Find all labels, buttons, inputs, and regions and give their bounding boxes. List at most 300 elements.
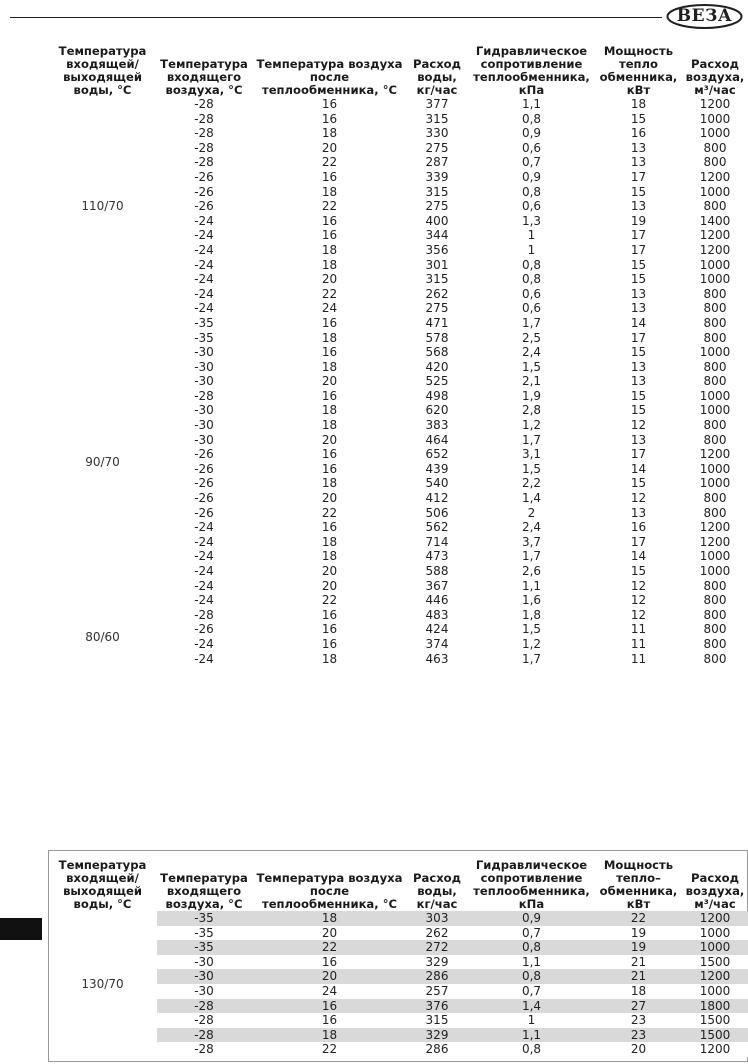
water-flow-cell: 714 xyxy=(425,534,449,549)
water-temp-group-cell: 130/70 xyxy=(81,976,124,991)
power-cell: 19 xyxy=(597,926,680,941)
air-flow-cell: 800 xyxy=(703,491,727,506)
col-header-water-temp: Температура входящей/ выходящей воды, °C xyxy=(58,858,147,911)
air-in-temp-cell: -30 xyxy=(194,418,214,433)
air-flow-cell: 1200 xyxy=(699,97,731,111)
air-in-temp-cell: -24 xyxy=(194,213,214,228)
hydraulic-resistance-cell: 1,5 xyxy=(521,622,542,637)
air-flow-cell: 1000 xyxy=(699,126,731,141)
air-in-temp-cell: -24 xyxy=(194,651,214,666)
air-out-temp-cell: 20 xyxy=(321,432,338,447)
hydraulic-resistance-cell: 1 xyxy=(527,228,536,243)
air-in-temp-cell: -35 xyxy=(157,926,251,941)
air-flow-cell: 1200 xyxy=(680,1042,748,1057)
hydraulic-resistance-cell: 1,1 xyxy=(521,97,542,111)
air-out-temp-cell: 16 xyxy=(321,228,338,243)
air-flow-cell: 800 xyxy=(703,418,727,433)
air-in-temp-cell: -35 xyxy=(194,330,214,345)
power-cell: 17 xyxy=(630,169,647,184)
hydraulic-resistance-cell: 0,9 xyxy=(466,911,597,926)
power-cell: 17 xyxy=(630,534,647,549)
air-flow-cell: 800 xyxy=(703,622,727,637)
air-in-temp-cell: -26 xyxy=(194,184,214,199)
veza-logo xyxy=(666,4,743,29)
air-flow-cell: 800 xyxy=(703,315,727,330)
power-cell: 14 xyxy=(630,549,647,564)
air-out-temp-cell: 18 xyxy=(321,476,338,491)
water-flow-cell: 424 xyxy=(425,622,449,637)
air-out-temp-cell: 16 xyxy=(321,447,338,462)
air-flow-cell: 1800 xyxy=(680,999,748,1014)
air-in-temp-cell: -24 xyxy=(194,242,214,257)
air-in-temp-cell: -24 xyxy=(194,636,214,651)
air-flow-cell: 800 xyxy=(703,374,727,389)
air-out-temp-cell: 22 xyxy=(321,199,338,214)
air-in-temp-cell: -24 xyxy=(194,520,214,535)
col-header-water-flow: Расход воды, кг/час xyxy=(413,871,461,911)
air-flow-cell: 1200 xyxy=(699,228,731,243)
hydraulic-resistance-cell: 2,6 xyxy=(521,564,542,578)
air-out-temp-cell: 16 xyxy=(321,315,338,330)
air-out-temp-cell: 20 xyxy=(251,926,408,941)
air-in-temp-cell: -24 xyxy=(194,286,214,301)
power-cell: 22 xyxy=(597,911,680,926)
water-flow-cell: 315 xyxy=(425,272,449,287)
air-flow-cell: 1000 xyxy=(699,272,731,287)
air-in-temp-cell: -26 xyxy=(194,491,214,506)
water-flow-cell: 652 xyxy=(425,447,449,462)
water-flow-cell: 464 xyxy=(425,432,449,447)
hydraulic-resistance-cell: 0,8 xyxy=(466,1042,597,1057)
power-cell: 13 xyxy=(630,155,647,170)
hydraulic-resistance-cell: 0,8 xyxy=(466,940,597,955)
hydraulic-resistance-cell: 2 xyxy=(527,505,536,520)
air-flow-cell: 1000 xyxy=(680,926,748,941)
power-cell: 17 xyxy=(630,228,647,243)
hydraulic-resistance-cell: 0,9 xyxy=(521,169,542,184)
water-temp-group-cell: 80/60 xyxy=(85,629,120,644)
air-flow-cell: 1000 xyxy=(680,940,748,955)
power-cell: 13 xyxy=(630,199,647,214)
table-row xyxy=(48,316,748,331)
water-flow-cell: 463 xyxy=(425,651,449,666)
air-flow-cell: 800 xyxy=(703,593,727,608)
air-out-temp-cell: 18 xyxy=(321,549,338,564)
air-in-temp-cell: -28 xyxy=(194,97,214,111)
air-in-temp-cell: -28 xyxy=(157,999,251,1014)
air-out-temp-cell: 16 xyxy=(321,111,338,126)
water-flow-cell: 275 xyxy=(425,140,449,155)
water-flow-cell: 540 xyxy=(425,476,449,491)
air-flow-cell: 800 xyxy=(703,330,727,345)
power-cell: 15 xyxy=(630,403,647,418)
hydraulic-resistance-cell: 0,9 xyxy=(521,126,542,141)
hydraulic-resistance-cell: 0,6 xyxy=(521,301,542,316)
water-flow-cell: 412 xyxy=(425,491,449,506)
water-flow-cell: 330 xyxy=(425,126,449,141)
table-row xyxy=(48,911,748,926)
air-out-temp-cell: 16 xyxy=(321,461,338,476)
hydraulic-resistance-cell: 1,5 xyxy=(521,359,542,374)
air-in-temp-cell: -28 xyxy=(194,155,214,170)
hydraulic-resistance-cell: 1,2 xyxy=(521,636,542,651)
power-cell: 13 xyxy=(630,505,647,520)
hydraulic-resistance-cell: 0,7 xyxy=(521,155,542,170)
air-out-temp-cell: 18 xyxy=(251,1028,408,1043)
power-cell: 13 xyxy=(630,301,647,316)
air-in-temp-cell: -24 xyxy=(194,549,214,564)
hydraulic-resistance-cell: 1,1 xyxy=(466,955,597,970)
air-flow-cell: 800 xyxy=(703,651,727,666)
col-header-air-flow: Расход воздуха, м³/час xyxy=(685,57,745,97)
air-in-temp-cell: -24 xyxy=(194,593,214,608)
table-header-row xyxy=(48,41,748,97)
air-in-temp-cell: -24 xyxy=(194,228,214,243)
hydraulic-resistance-cell: 0,8 xyxy=(466,969,597,984)
air-flow-cell: 800 xyxy=(703,286,727,301)
air-out-temp-cell: 22 xyxy=(321,593,338,608)
hydraulic-resistance-cell: 0,8 xyxy=(521,184,542,199)
water-flow-cell: 620 xyxy=(425,403,449,418)
water-flow-cell: 367 xyxy=(425,578,449,593)
air-out-temp-cell: 16 xyxy=(251,1013,408,1028)
power-cell: 21 xyxy=(597,955,680,970)
water-flow-cell: 275 xyxy=(425,301,449,316)
hydraulic-resistance-cell: 1,9 xyxy=(521,388,542,403)
air-flow-cell: 1000 xyxy=(699,388,731,403)
col-header-air-out-temp: Температура воздуха после теплообменника, °C xyxy=(256,871,403,911)
power-cell: 11 xyxy=(630,651,647,666)
water-flow-cell: 473 xyxy=(425,549,449,564)
water-flow-cell: 562 xyxy=(425,520,449,535)
power-cell: 12 xyxy=(630,418,647,433)
hydraulic-resistance-cell: 1,1 xyxy=(466,1028,597,1043)
air-out-temp-cell: 16 xyxy=(251,999,408,1014)
col-header-hydraulic-resistance: Гидравлическое сопротивление теплообменника, кПа xyxy=(473,858,590,911)
hydraulic-resistance-cell: 1,3 xyxy=(521,213,542,228)
power-cell: 27 xyxy=(597,999,680,1014)
water-flow-cell: 315 xyxy=(408,1013,466,1028)
water-flow-cell: 446 xyxy=(425,593,449,608)
power-cell: 14 xyxy=(630,461,647,476)
air-out-temp-cell: 16 xyxy=(251,955,408,970)
air-flow-cell: 1000 xyxy=(699,111,731,126)
power-cell: 21 xyxy=(597,969,680,984)
air-out-temp-cell: 20 xyxy=(321,140,338,155)
col-header-air-out-temp: Температура воздуха после теплообменника, °C xyxy=(256,57,403,97)
hydraulic-resistance-cell: 1,6 xyxy=(521,593,542,608)
air-out-temp-cell: 16 xyxy=(321,520,338,535)
air-out-temp-cell: 18 xyxy=(321,359,338,374)
hydraulic-resistance-cell: 1,5 xyxy=(521,461,542,476)
water-flow-cell: 374 xyxy=(425,636,449,651)
air-out-temp-cell: 20 xyxy=(321,272,338,287)
air-out-temp-cell: 18 xyxy=(321,534,338,549)
air-in-temp-cell: -24 xyxy=(194,534,214,549)
hydraulic-resistance-cell: 3,1 xyxy=(521,447,542,462)
power-cell: 23 xyxy=(597,1028,680,1043)
air-out-temp-cell: 16 xyxy=(321,345,338,360)
water-flow-cell: 400 xyxy=(425,213,449,228)
water-flow-cell: 420 xyxy=(425,359,449,374)
table-2-body xyxy=(48,911,748,1057)
hydraulic-resistance-cell: 2,8 xyxy=(521,403,542,418)
power-cell: 15 xyxy=(630,388,647,403)
air-in-temp-cell: -28 xyxy=(157,1028,251,1043)
power-cell: 11 xyxy=(630,622,647,637)
air-flow-cell: 1000 xyxy=(699,345,731,360)
air-out-temp-cell: 20 xyxy=(321,564,338,578)
water-flow-cell: 588 xyxy=(425,564,449,578)
power-cell: 13 xyxy=(630,432,647,447)
power-cell: 16 xyxy=(630,520,647,535)
hydraulic-resistance-cell: 0,8 xyxy=(521,111,542,126)
power-cell: 15 xyxy=(630,111,647,126)
air-out-temp-cell: 20 xyxy=(321,491,338,506)
water-flow-cell: 257 xyxy=(408,984,466,999)
col-header-air-in-temp: Температура входящего воздуха, °C xyxy=(160,57,248,97)
air-flow-cell: 1000 xyxy=(699,257,731,272)
water-flow-cell: 301 xyxy=(425,257,449,272)
air-in-temp-cell: -24 xyxy=(194,578,214,593)
side-section-tab xyxy=(0,918,42,940)
water-flow-cell: 315 xyxy=(425,184,449,199)
air-flow-cell: 1000 xyxy=(699,184,731,199)
air-in-temp-cell: -26 xyxy=(194,505,214,520)
water-flow-cell: 262 xyxy=(408,926,466,941)
air-flow-cell: 1200 xyxy=(680,969,748,984)
table-row xyxy=(48,97,748,112)
air-flow-cell: 800 xyxy=(703,578,727,593)
air-flow-cell: 800 xyxy=(703,505,727,520)
air-flow-cell: 1500 xyxy=(680,1028,748,1043)
power-cell: 23 xyxy=(597,1013,680,1028)
air-in-temp-cell: -24 xyxy=(194,272,214,287)
water-flow-cell: 377 xyxy=(425,97,449,111)
hydraulic-resistance-cell: 1,7 xyxy=(521,432,542,447)
hydraulic-resistance-cell: 0,8 xyxy=(521,257,542,272)
air-in-temp-cell: -28 xyxy=(194,111,214,126)
hydraulic-resistance-cell: 0,7 xyxy=(466,984,597,999)
air-out-temp-cell: 16 xyxy=(321,607,338,622)
power-cell: 16 xyxy=(630,126,647,141)
hydraulic-resistance-cell: 0,7 xyxy=(466,926,597,941)
col-header-water-flow: Расход воды, кг/час xyxy=(413,57,461,97)
hydraulic-resistance-cell: 1,7 xyxy=(521,549,542,564)
air-out-temp-cell: 22 xyxy=(321,155,338,170)
air-in-temp-cell: -26 xyxy=(194,622,214,637)
water-flow-cell: 287 xyxy=(425,155,449,170)
water-flow-cell: 275 xyxy=(425,199,449,214)
air-in-temp-cell: -30 xyxy=(194,345,214,360)
air-flow-cell: 1500 xyxy=(680,1013,748,1028)
air-flow-cell: 1000 xyxy=(699,476,731,491)
air-flow-cell: 1000 xyxy=(699,403,731,418)
water-flow-cell: 471 xyxy=(425,315,449,330)
power-cell: 17 xyxy=(630,447,647,462)
col-header-hydraulic-resistance: Гидравлическое сопротивление теплообменника, кПа xyxy=(473,44,590,97)
water-flow-cell: 439 xyxy=(425,461,449,476)
air-in-temp-cell: -26 xyxy=(194,476,214,491)
air-flow-cell: 800 xyxy=(703,607,727,622)
table-header-row xyxy=(48,852,748,911)
air-in-temp-cell: -28 xyxy=(157,1013,251,1028)
water-flow-cell: 498 xyxy=(425,388,449,403)
power-cell: 15 xyxy=(630,345,647,360)
hydraulic-resistance-cell: 0,6 xyxy=(521,140,542,155)
hydraulic-resistance-cell: 1,8 xyxy=(521,607,542,622)
power-cell: 13 xyxy=(630,359,647,374)
air-flow-cell: 1500 xyxy=(680,955,748,970)
air-in-temp-cell: -24 xyxy=(194,564,214,578)
air-in-temp-cell: -30 xyxy=(194,403,214,418)
table-row xyxy=(48,608,748,623)
air-in-temp-cell: -30 xyxy=(157,955,251,970)
air-in-temp-cell: -28 xyxy=(194,388,214,403)
water-flow-cell: 329 xyxy=(408,1028,466,1043)
air-flow-cell: 1000 xyxy=(680,984,748,999)
hydraulic-resistance-cell: 0,6 xyxy=(521,199,542,214)
power-cell: 15 xyxy=(630,476,647,491)
water-flow-cell: 506 xyxy=(425,505,449,520)
air-out-temp-cell: 18 xyxy=(321,330,338,345)
water-flow-cell: 315 xyxy=(425,111,449,126)
air-flow-cell: 800 xyxy=(703,359,727,374)
hydraulic-resistance-cell: 2,4 xyxy=(521,520,542,535)
power-cell: 12 xyxy=(630,607,647,622)
air-flow-cell: 800 xyxy=(703,636,727,651)
air-flow-cell: 1200 xyxy=(699,520,731,535)
power-cell: 15 xyxy=(630,184,647,199)
power-cell: 15 xyxy=(630,564,647,578)
air-in-temp-cell: -30 xyxy=(157,969,251,984)
air-out-temp-cell: 18 xyxy=(321,403,338,418)
air-flow-cell: 1000 xyxy=(699,549,731,564)
water-temp-group-cell: 90/70 xyxy=(85,454,120,469)
power-cell: 15 xyxy=(630,257,647,272)
air-in-temp-cell: -35 xyxy=(157,911,251,926)
water-flow-cell: 286 xyxy=(408,969,466,984)
power-cell: 12 xyxy=(630,578,647,593)
air-in-temp-cell: -26 xyxy=(194,447,214,462)
water-temp-group-cell: 110/70 xyxy=(81,199,124,214)
hydraulic-resistance-cell: 0,6 xyxy=(521,286,542,301)
power-cell: 11 xyxy=(630,636,647,651)
air-flow-cell: 1200 xyxy=(699,242,731,257)
air-flow-cell: 800 xyxy=(703,301,727,316)
air-out-temp-cell: 20 xyxy=(251,969,408,984)
air-out-temp-cell: 16 xyxy=(321,213,338,228)
hydraulic-resistance-cell: 2,2 xyxy=(521,476,542,491)
power-cell: 13 xyxy=(630,140,647,155)
water-heater-table-1 xyxy=(48,41,748,666)
hydraulic-resistance-cell: 2,4 xyxy=(521,345,542,360)
header-rule xyxy=(10,17,662,18)
air-out-temp-cell: 18 xyxy=(321,184,338,199)
air-in-temp-cell: -24 xyxy=(194,257,214,272)
air-out-temp-cell: 20 xyxy=(321,374,338,389)
air-out-temp-cell: 18 xyxy=(321,126,338,141)
power-cell: 13 xyxy=(630,374,647,389)
air-out-temp-cell: 22 xyxy=(251,940,408,955)
air-flow-cell: 800 xyxy=(703,140,727,155)
water-flow-cell: 376 xyxy=(408,999,466,1014)
air-out-temp-cell: 16 xyxy=(321,388,338,403)
power-cell: 20 xyxy=(597,1042,680,1057)
hydraulic-resistance-cell: 1,7 xyxy=(521,651,542,666)
air-flow-cell: 1400 xyxy=(699,213,731,228)
hydraulic-resistance-cell: 2,1 xyxy=(521,374,542,389)
hydraulic-resistance-cell: 0,8 xyxy=(521,272,542,287)
air-out-temp-cell: 18 xyxy=(321,257,338,272)
power-cell: 17 xyxy=(630,242,647,257)
air-in-temp-cell: -28 xyxy=(194,607,214,622)
air-in-temp-cell: -30 xyxy=(157,984,251,999)
air-in-temp-cell: -26 xyxy=(194,169,214,184)
air-in-temp-cell: -28 xyxy=(157,1042,251,1057)
hydraulic-resistance-cell: 1,4 xyxy=(466,999,597,1014)
air-in-temp-cell: -24 xyxy=(194,301,214,316)
col-header-water-temp: Температура входящей/ выходящей воды, °C xyxy=(58,44,147,97)
hydraulic-resistance-cell: 2,5 xyxy=(521,330,542,345)
hydraulic-resistance-cell: 1,1 xyxy=(521,578,542,593)
air-out-temp-cell: 24 xyxy=(321,301,338,316)
air-out-temp-cell: 22 xyxy=(321,286,338,301)
air-out-temp-cell: 18 xyxy=(321,651,338,666)
water-flow-cell: 303 xyxy=(408,911,466,926)
water-flow-cell: 525 xyxy=(425,374,449,389)
water-flow-cell: 356 xyxy=(425,242,449,257)
col-header-power: Мощность тепло обменника, кВт xyxy=(599,44,678,97)
power-cell: 17 xyxy=(630,330,647,345)
air-out-temp-cell: 18 xyxy=(321,242,338,257)
air-in-temp-cell: -30 xyxy=(194,374,214,389)
power-cell: 19 xyxy=(597,940,680,955)
water-flow-cell: 329 xyxy=(408,955,466,970)
air-out-temp-cell: 16 xyxy=(321,169,338,184)
water-flow-cell: 578 xyxy=(425,330,449,345)
hydraulic-resistance-cell: 1 xyxy=(466,1013,597,1028)
col-header-air-in-temp: Температура входящего воздуха, °C xyxy=(160,871,248,911)
water-flow-cell: 383 xyxy=(425,418,449,433)
power-cell: 13 xyxy=(630,286,647,301)
hydraulic-resistance-cell: 1 xyxy=(527,242,536,257)
power-cell: 19 xyxy=(630,213,647,228)
water-flow-cell: 568 xyxy=(425,345,449,360)
water-flow-cell: 344 xyxy=(425,228,449,243)
hydraulic-resistance-cell: 1,7 xyxy=(521,315,542,330)
water-flow-cell: 286 xyxy=(408,1042,466,1057)
air-in-temp-cell: -30 xyxy=(194,432,214,447)
power-cell: 18 xyxy=(597,984,680,999)
power-cell: 14 xyxy=(630,315,647,330)
air-out-temp-cell: 18 xyxy=(321,418,338,433)
water-flow-cell: 272 xyxy=(408,940,466,955)
power-cell: 18 xyxy=(630,97,647,111)
air-in-temp-cell: -28 xyxy=(194,126,214,141)
air-out-temp-cell: 22 xyxy=(321,505,338,520)
air-flow-cell: 1200 xyxy=(699,534,731,549)
air-flow-cell: 800 xyxy=(703,155,727,170)
air-flow-cell: 1200 xyxy=(680,911,748,926)
air-in-temp-cell: -30 xyxy=(194,359,214,374)
air-flow-cell: 800 xyxy=(703,199,727,214)
air-out-temp-cell: 18 xyxy=(251,911,408,926)
air-in-temp-cell: -35 xyxy=(194,315,214,330)
air-out-temp-cell: 20 xyxy=(321,578,338,593)
air-out-temp-cell: 22 xyxy=(251,1042,408,1057)
col-header-air-flow: Расход воздуха, м³/час xyxy=(685,871,745,911)
